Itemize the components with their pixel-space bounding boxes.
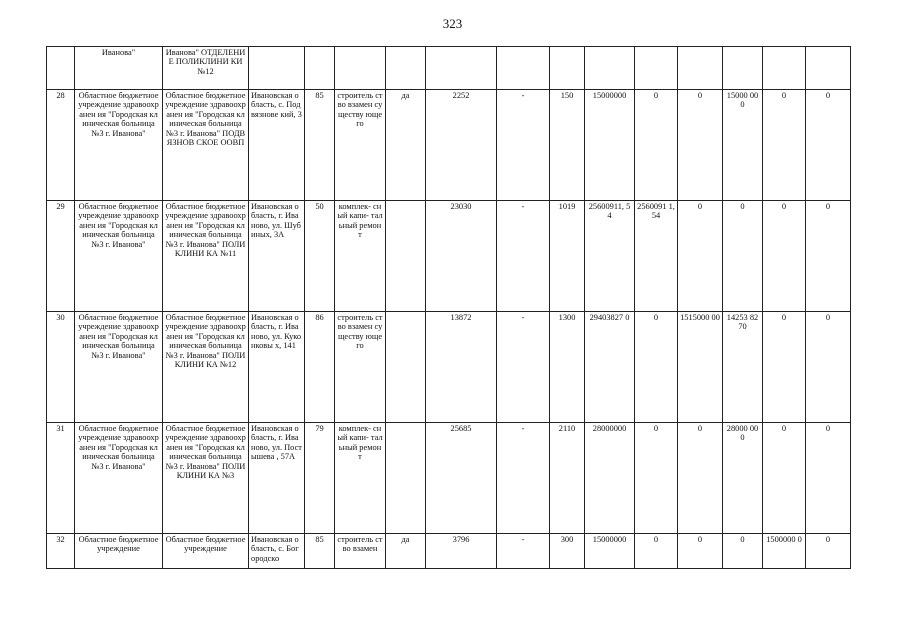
row-number: 28 — [47, 90, 75, 201]
cost-cell-4: 0 — [763, 312, 806, 423]
cost-cell-4: 0 — [763, 201, 806, 312]
flag-cell — [386, 312, 426, 423]
table-row — [47, 534, 851, 569]
dash-cell: - — [497, 423, 550, 534]
flag-cell — [386, 47, 426, 90]
total-cost-cell: 28000000 — [585, 423, 635, 534]
address-cell: Ивановская область, г. Иваново, ул. Куконковы х, 141 — [249, 312, 305, 423]
area-cell: 25685 — [426, 423, 497, 534]
cost-cell-3: 15000 000 — [723, 90, 763, 201]
wear-cell: 50 — [305, 201, 335, 312]
address-cell: Ивановская область, с. Подвязнове кий, 3 — [249, 90, 305, 201]
cost-cell-5: 0 — [806, 90, 851, 201]
cost-cell-1: 0 — [635, 423, 678, 534]
cost-cell-5 — [806, 47, 851, 90]
page-number: 323 — [442, 16, 463, 31]
cost-cell-3: 14253 8270 — [723, 312, 763, 423]
total-cost-cell — [585, 47, 635, 90]
table-row — [47, 47, 851, 90]
capacity-cell: 1019 — [550, 201, 585, 312]
facility-cell: Областное бюджетное учреждение здравоохранен ия "Городская клиническая больница №3 г. Иванова" ПОДВЯЗНОВ СКОЕ ООВП — [163, 90, 249, 201]
cost-cell-5: 0 — [806, 312, 851, 423]
table-row — [47, 423, 851, 534]
cost-cell-5: 0 — [806, 423, 851, 534]
cost-cell-4 — [763, 47, 806, 90]
owner-cell: Областное бюджетное учреждение здравоохранен ия "Городская клиническая больница №3 г. Иванова" — [75, 312, 163, 423]
capacity-cell: 2110 — [550, 423, 585, 534]
wear-cell — [305, 47, 335, 90]
dash-cell: - — [497, 312, 550, 423]
flag-cell: да — [386, 534, 426, 569]
wear-cell: 85 — [305, 534, 335, 569]
row-number: 30 — [47, 312, 75, 423]
owner-cell: Областное бюджетное учреждение здравоохранен ия "Городская клиническая больница №3 г. Иванова" — [75, 90, 163, 201]
address-cell: Ивановская область, г. Иваново, ул. Постышева , 57А — [249, 423, 305, 534]
dash-cell: - — [497, 201, 550, 312]
area-cell — [426, 47, 497, 90]
cost-cell-2: 0 — [678, 90, 723, 201]
table-row — [47, 312, 851, 423]
total-cost-cell: 15000000 — [585, 90, 635, 201]
facilities-table — [46, 46, 851, 569]
facility-cell: Иванова" ОТДЕЛЕНИЕ ПОЛИКЛИНИ КИ №12 — [163, 47, 249, 90]
work-type-cell: комплек- сный капи- тальный ремонт — [335, 201, 386, 312]
address-cell: Ивановская область, с. Богородско — [249, 534, 305, 569]
area-cell: 2252 — [426, 90, 497, 201]
cost-cell-1: 0 — [635, 312, 678, 423]
wear-cell: 85 — [305, 90, 335, 201]
cost-cell-4: 0 — [763, 90, 806, 201]
row-number — [47, 47, 75, 90]
owner-cell: Областное бюджетное учреждение здравоохранен ия "Городская клиническая больница №3 г. Иванова" — [75, 423, 163, 534]
total-cost-cell: 15000000 — [585, 534, 635, 569]
work-type-cell: строитель ство взамен существу ющего — [335, 312, 386, 423]
cost-cell-4: 0 — [763, 423, 806, 534]
dash-cell: - — [497, 534, 550, 569]
cost-cell-1: 2560091 1,54 — [635, 201, 678, 312]
work-type-cell: комплек- сный капи- тальный ремонт — [335, 423, 386, 534]
cost-cell-2: 1515000 00 — [678, 312, 723, 423]
cost-cell-5: 0 — [806, 534, 851, 569]
row-number: 29 — [47, 201, 75, 312]
facility-cell: Областное бюджетное учреждение — [163, 534, 249, 569]
cost-cell-1: 0 — [635, 90, 678, 201]
capacity-cell — [550, 47, 585, 90]
row-number: 32 — [47, 534, 75, 569]
flag-cell — [386, 201, 426, 312]
owner-cell: Областное бюджетное учреждение — [75, 534, 163, 569]
owner-cell: Областное бюджетное учреждение здравоохранен ия "Городская клиническая больница №3 г. Иванова" — [75, 201, 163, 312]
cost-cell-3: 28000 000 — [723, 423, 763, 534]
row-number: 31 — [47, 423, 75, 534]
cost-cell-4: 1500000 0 — [763, 534, 806, 569]
wear-cell: 86 — [305, 312, 335, 423]
total-cost-cell: 29403827 0 — [585, 312, 635, 423]
capacity-cell: 150 — [550, 90, 585, 201]
cost-cell-3: 0 — [723, 534, 763, 569]
capacity-cell: 300 — [550, 534, 585, 569]
facility-cell: Областное бюджетное учреждение здравоохранен ия "Городская клиническая больница №3 г. Иванова" ПОЛИКЛИНИ КА №11 — [163, 201, 249, 312]
cost-cell-2: 0 — [678, 534, 723, 569]
table-row — [47, 201, 851, 312]
dash-cell — [497, 47, 550, 90]
cost-cell-5: 0 — [806, 201, 851, 312]
area-cell: 23030 — [426, 201, 497, 312]
cost-cell-3 — [723, 47, 763, 90]
cost-cell-1 — [635, 47, 678, 90]
flag-cell — [386, 423, 426, 534]
facility-cell: Областное бюджетное учреждение здравоохранен ия "Городская клиническая больница №3 г. Иванова" ПОЛИКЛИНИ КА №3 — [163, 423, 249, 534]
cost-cell-2 — [678, 47, 723, 90]
capacity-cell: 1300 — [550, 312, 585, 423]
area-cell: 3796 — [426, 534, 497, 569]
cost-cell-1: 0 — [635, 534, 678, 569]
cost-cell-2: 0 — [678, 201, 723, 312]
total-cost-cell: 25600911, 54 — [585, 201, 635, 312]
cost-cell-2: 0 — [678, 423, 723, 534]
table-row — [47, 90, 851, 201]
work-type-cell: строитель ство взамен — [335, 534, 386, 569]
cost-cell-3: 0 — [723, 201, 763, 312]
work-type-cell: строитель ство взамен существу ющего — [335, 90, 386, 201]
address-cell: Ивановская область, г. Иваново, ул. Шубиных, 3А — [249, 201, 305, 312]
area-cell: 13872 — [426, 312, 497, 423]
work-type-cell — [335, 47, 386, 90]
address-cell — [249, 47, 305, 90]
facility-cell: Областное бюджетное учреждение здравоохранен ия "Городская клиническая больница №3 г. Иванова" ПОЛИКЛИНИ КА №12 — [163, 312, 249, 423]
owner-cell: Иванова" — [75, 47, 163, 90]
wear-cell: 79 — [305, 423, 335, 534]
flag-cell: да — [386, 90, 426, 201]
dash-cell: - — [497, 90, 550, 201]
